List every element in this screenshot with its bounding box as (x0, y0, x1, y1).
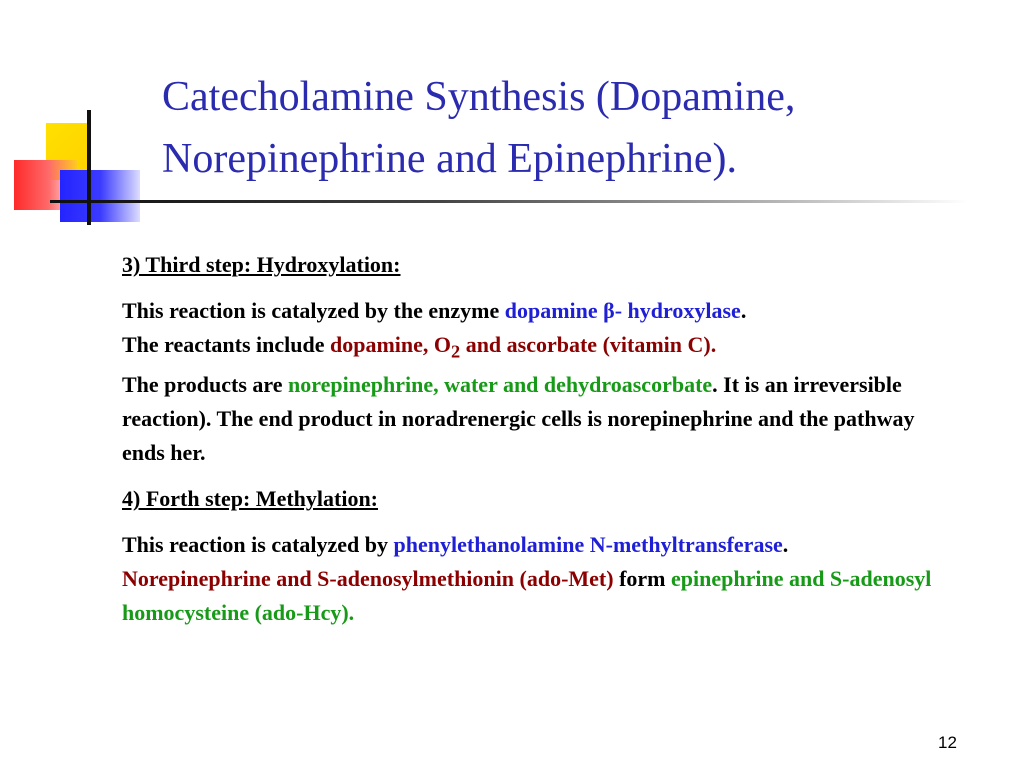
step4-heading-paragraph (122, 482, 942, 516)
slide-logo-decoration (0, 0, 170, 240)
step3-products: norepinephrine, water and dehydroascorbate (288, 372, 713, 398)
title-divider (88, 200, 968, 203)
step4-intro: This reaction is catalyzed by (122, 532, 394, 558)
step3-reactants-a: dopamine, O (329, 332, 452, 357)
step3-paragraph (122, 294, 942, 470)
step4-enzyme: phenylethanolamine N-methyltransferase (393, 532, 783, 558)
page-number: 12 (938, 733, 957, 752)
step3-period: . (740, 298, 747, 323)
step4-reactants: Norepinephrine and S-adenosylmethionin (ado-Met) (122, 566, 614, 592)
step3-reactants-b: and ascorbate (vitamin C). (460, 332, 717, 357)
step4-form: form (613, 566, 671, 592)
step3-enzyme: dopamine β- hydroxylase (504, 298, 741, 323)
step4-products: epinephrine and S-adenosyl homocysteine (ado-Hcy). (122, 566, 932, 626)
title-line-1: Catecholamine Synthesis (Dopamine, (162, 74, 796, 120)
slide-content (122, 248, 942, 642)
step3-intro: This reaction is catalyzed by the enzyme (122, 298, 505, 323)
step4-heading: 4) Forth step: Methylation: (122, 486, 379, 512)
step3-heading: 3) Third step: Hydroxylation: (122, 252, 401, 277)
step4-period: . (782, 532, 789, 558)
blue-square-decoration (60, 170, 140, 222)
step3-reactants-subscript: 2 (451, 341, 461, 362)
vertical-line-decoration (87, 110, 91, 225)
step3-rest: . It is an irreversible reaction). The end product in noradrenergic cells is norepinephrine and the pathway ends her. (122, 372, 915, 466)
step4-paragraph (122, 528, 942, 630)
step3-products-intro: The products are (122, 372, 289, 398)
step3-reactants-intro: The reactants include (122, 332, 330, 357)
title-line-2: Norepinephrine and Epinephrine). (162, 136, 737, 182)
slide-title (162, 66, 982, 190)
step3-heading-paragraph (122, 248, 942, 282)
